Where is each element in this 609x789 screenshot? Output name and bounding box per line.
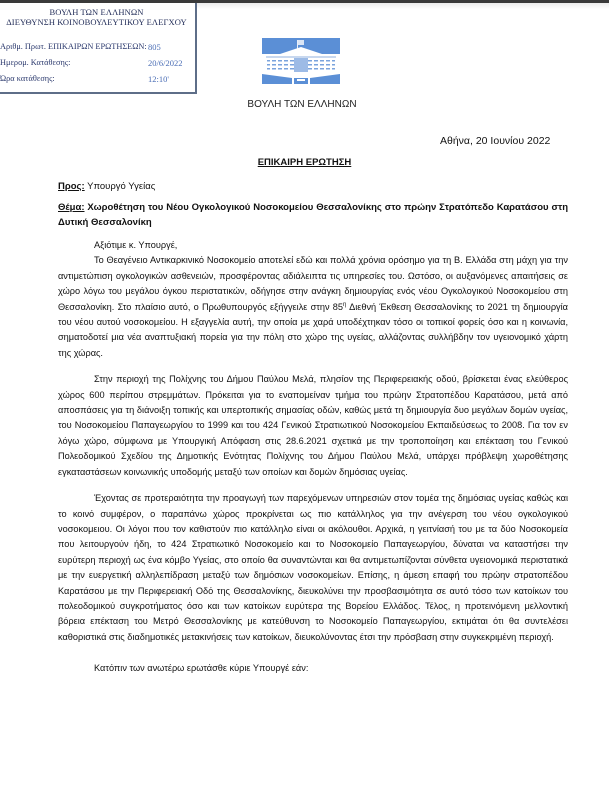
subject-label: Θέμα: [58,202,85,213]
paragraph-1-text-a: Το Θεαγένειο Αντικαρκινικό Νοσοκομείο αποτελεί εδώ και πολλά χρόνια ορόσημο για τη Β. Ελλάδα στη μάχη για την αντιμετώπιση ογκολογικών ασθενειών, προσφέροντας αδιάλειπτα τις υπηρεσίες του. Ωστόσο, οι αυξανόμενες απαιτήσεις σε χώρο λόγω του μεγάλου όγκου περιστατικών, οδήγησε στην ανάγκη δημιουργίας ενός νέου Ογκολογικού Νοσοκομείου στη Θεσσαλονίκη. Στο πλαίσιο αυτό, ο Πρωθυπουργός εξήγγειλε στην 85 [58,255,568,312]
department-heading: ΔΙΕΥΘΥΝΣΗ ΚΟΙΝΟΒΟΥΛΕΥΤΙΚΟΥ ΕΛΕΓΧΟΥ [6,17,187,27]
filing-time-label: Ώρα κατάθεσης: [0,74,55,83]
document-title: ΕΠΙΚΑΙΡΗ ΕΡΩΤΗΣΗ [257,157,352,168]
ordinal-superscript: η [343,301,347,308]
greeting: Αξιότιμε κ. Υπουργέ, [94,240,178,250]
recipient-label: Προς: [58,181,85,192]
protocol-number-value: 805 [148,42,161,52]
hellenic-parliament-logo-icon [262,38,340,84]
filing-date-label: Ημερομ. Κατάθεσης: [0,58,71,67]
paragraph-2: Στην περιοχή της Πολίχνης του Δήμου Παύλου Μελά, πλησίον της Περιφερειακής οδού, βρίσκεται ένας ελεύθερος χώρος 600 περίπου στρεμμάτων. Πρόκειται για το εναπομείναν τμήμα του πρώην Στρατοπέδου Καρατάσου, μετά από αποσπάσεις για τη διάνοιξη τοπικής και υπερτοπικής σημασίας οδών, καθώς μετά τη δημιουργία δυο μεγάλων δομών υγείας, του Νοσοκομείου Παπαγεωργίου το 1999 και του 424 Γενικού Στρατιωτικού Νοσοκομείου Εκπαιδεύσεως το 2008. Για τον εν λόγω χώρο, σύμφωνα με Υπουργική Απόφαση στις 28.6.2021 σχετικά με την τροποποίηση και επέκταση του Γενικού Πολεοδομικού Σχεδίου της Δημοτικής Ενότητας Πολίχνης του Δήμου Παύλου Μελά, υπάρχει πρόβλεψη χωροθέτησης εγκαταστάσεων κοινωνικής υποδομής μεταξύ των οποίων και δομών δημόσιας υγείας. [58,374,568,477]
date-line: Αθήνα, 20 Ιουνίου 2022 [440,135,551,147]
subject-line [58,200,568,230]
paragraph-3: Έχοντας σε προτεραιότητα την προαγωγή των παρεχόμενων υπηρεσιών στον τομέα της δημόσιας υγείας καθώς και το κοινό συμφέρον, ο παραπάνω χώρος προκρίνεται ως πιο κατάλληλος για την ανέγερση του νέου ογκολογικού νοσοκομειου. Οι λόγοι που τον καθιστούν πιο κατάλληλο είναι οι ακόλουθοι. Αρχικά, η γειτνίασή του με τα δύο Νοσοκομεία που λειτουργούν ήδη, το 424 Στρατιωτικό Νοσοκομείο και το Νοσοκομείο Παπαγεωργίου, δύναται να καταστήσει την ευρύτερη περιοχή ως ένα κόμβο Υγείας, στο οποίο θα συναντώνται και θα αντιμετωπίζονται σύνθετα υγειονομικά περιστατικά με την ευεργετική αλληλεπίδραση μεταξύ των δημόσιων νοσοκομείων. Επίσης, η άμεση επαφή του πρώην στρατοπέδου Καρατάσου με την Περιφερειακή Οδό της Θεσσαλονίκης, διευκολύνει την προσβασιμότητα σε αυτό τόσο των κατοίκων του πολεοδομικού συγκροτήματος όσο και των κατοίκων ευρύτερα της Βορείου Ελλάδος. Τέλος, η προτεινόμενη μελλοντική βόρεια επέκταση του Μετρό Θεσσαλονίκης με κατεύθυνση το Νοσοκομείο Παπαγεωργίου, εκτιμάται ότι θα συντελέσει καθοριστικά στις διαδημοτικές μετακινήσεις των κατοίκων, διευκολύνοντας έτσι την πρόσβαση στην συγκεκριμένη περιοχή. [58,493,568,642]
filing-date-value: 20/6/2022 [148,58,183,68]
organization-name: ΒΟΥΛΗ ΤΩΝ ΕΛΛΗΝΩΝ [247,99,357,110]
paragraph-1-text-b: Διεθνή Έκθεση Θεσσαλονίκης το 2021 τη δημιουργία του νέου αυτού νοσοκομείου. Η εξαγγελία αυτή, την οποία με χαρά υποδέχτηκαν τόσο οι τοπικοί φορείς όσο και η κοινωνία, σηματοδοτεί μια νέα αναπτυξιακή πορεία για την πόλη στο χώρο της υγείας, αλλάζοντας συλλήβδην τον υγειονομικό χάρτη της χώρας. [58,301,568,358]
letter-body [58,238,568,677]
protocol-number-label: Αριθμ. Πρωτ. ΕΠΙΚΑΙΡΩΝ ΕΡΩΤΗΣΕΩΝ: [0,42,147,51]
subject-value: Χωροθέτηση του Νέου Ογκολογικού Νοσοκομείου Θεσσαλονίκης στο πρώην Στρατόπεδο Καρατάσου στη Δυτική Θεσσαλονίκη [58,202,568,228]
paragraph-1 [58,253,568,361]
recipient-value: Υπουργό Υγείας [87,181,156,192]
filing-info-box [0,3,197,94]
filing-time-value: 12:10' [148,74,169,84]
recipient-line [58,181,155,192]
parliament-heading: ΒΟΥΛΗ ΤΩΝ ΕΛΛΗΝΩΝ [49,7,144,17]
closing-line: Κατόπιν των ανωτέρω ερωτάσθε κύριε Υπουργέ εάν: [94,663,309,674]
